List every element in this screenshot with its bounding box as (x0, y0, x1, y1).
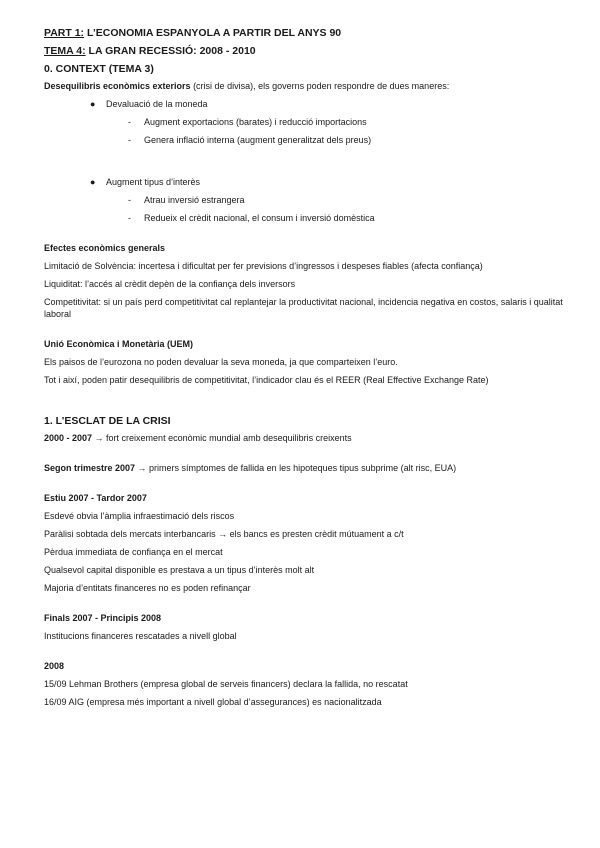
effects-item: Competitivitat: si un país perd competitivitat cal replantejar la productivitat nacional, incidencia negativa en costos, salaris i qualitat laboral (44, 297, 563, 319)
bullet-dot-icon: ● (90, 177, 96, 187)
section1-heading: 1. L’ESCLAT DE LA CRISI (44, 415, 171, 427)
uem-title: Unió Econòmica i Monetària (UEM) (44, 339, 194, 349)
dash-text: Atrau inversió estrangera (144, 195, 245, 205)
period-bold: Segon trimestre 2007 (44, 463, 136, 473)
period-2000-2007 (44, 432, 564, 444)
dash-icon: - (128, 135, 131, 145)
dash-item (44, 134, 564, 146)
dash-text: Genera inflació interna (augment generalitzat dels preus) (144, 135, 372, 145)
bullet-label: Devaluació de la moneda (106, 99, 208, 109)
period-rest: → primers símptomes de fallida en les hipoteques tipus subprime (alt risc, EUA) (135, 463, 457, 473)
uem-item: Els paisos de l’eurozona no poden devaluar la seva moneda, ja que comparteixen l’euro. (44, 357, 398, 367)
bullet-dot-icon: ● (90, 99, 96, 109)
dash-item (44, 194, 564, 206)
period-rest: → fort creixement econòmic mundial amb desequilibris creixents (92, 433, 352, 443)
dash-text: Redueix el crèdit nacional, el consum i inversió domèstica (144, 213, 375, 223)
year-2008-item: 16/09 AIG (empresa més important a nivell global d’assegurances) es nacionalitzada (44, 697, 382, 707)
intro-rest: (crisi de divisa), els governs poden respondre de dues maneres: (190, 81, 450, 91)
part-prefix: PART 1: (44, 27, 85, 39)
dash-icon: - (128, 213, 131, 223)
summer-title: Estiu 2007 - Tardor 2007 (44, 493, 147, 503)
section0-intro (44, 80, 564, 92)
summer-item: Esdevé obvia l’àmplia infraestimació dels riscos (44, 511, 235, 521)
dash-item (44, 116, 564, 128)
summer-item: Pèrdua immediata de confiança en el mercat (44, 547, 223, 557)
summer-item: Paràlisi sobtada dels mercats interbancaris → els bancs es presten crèdit mútuament a c/t (44, 529, 404, 539)
effects-item: Liquiditat: l’accés al crèdit depèn de la confiança dels inversors (44, 279, 296, 289)
period-bold: 2000 - 2007 (44, 433, 93, 443)
tema-prefix: TEMA 4: (44, 45, 86, 57)
document-page (44, 26, 564, 714)
bullet-item (44, 176, 564, 188)
tema-title: LA GRAN RECESSIÓ: 2008 - 2010 (85, 45, 256, 57)
effects-title: Efectes econòmics generals (44, 243, 166, 253)
part-title: L’ECONOMIA ESPANYOLA A PARTIR DEL ANYS 90 (84, 27, 342, 39)
summer-item: Qualsevol capital disponible es prestava a un tipus d’interès molt alt (44, 565, 315, 575)
finals-title: Finals 2007 - Principis 2008 (44, 613, 162, 623)
uem-item: Tot i així, poden patir desequilibris de competitivitat, l’indicador clau és el REER (Real Effective Exchange Rate) (44, 375, 489, 385)
section0-heading: 0. CONTEXT (TEMA 3) (44, 63, 154, 75)
effects-item: Limitació de Solvència: incertesa i dificultat per fer previsions d’ingressos i despeses fiables (afecta confiança) (44, 261, 483, 271)
dash-item (44, 212, 564, 224)
dash-icon: - (128, 195, 131, 205)
year-2008-item: 15/09 Lehman Brothers (empresa global de serveis financers) declara la fallida, no rescatat (44, 679, 408, 689)
summer-item: Majoria d’entitats financeres no es poden refinançar (44, 583, 251, 593)
dash-icon: - (128, 117, 131, 127)
finals-item: Institucions financeres rescatades a nivell global (44, 631, 237, 641)
tema-heading (44, 44, 564, 58)
bullet-item (44, 98, 564, 110)
period-q2-2007 (44, 462, 564, 474)
intro-bold: Desequilibris econòmics exteriors (44, 81, 191, 91)
bullet-label: Augment tipus d’interès (106, 177, 201, 187)
year-2008-title: 2008 (44, 661, 65, 671)
part-heading (44, 26, 564, 40)
dash-text: Augment exportacions (barates) i reducció importacions (144, 117, 367, 127)
